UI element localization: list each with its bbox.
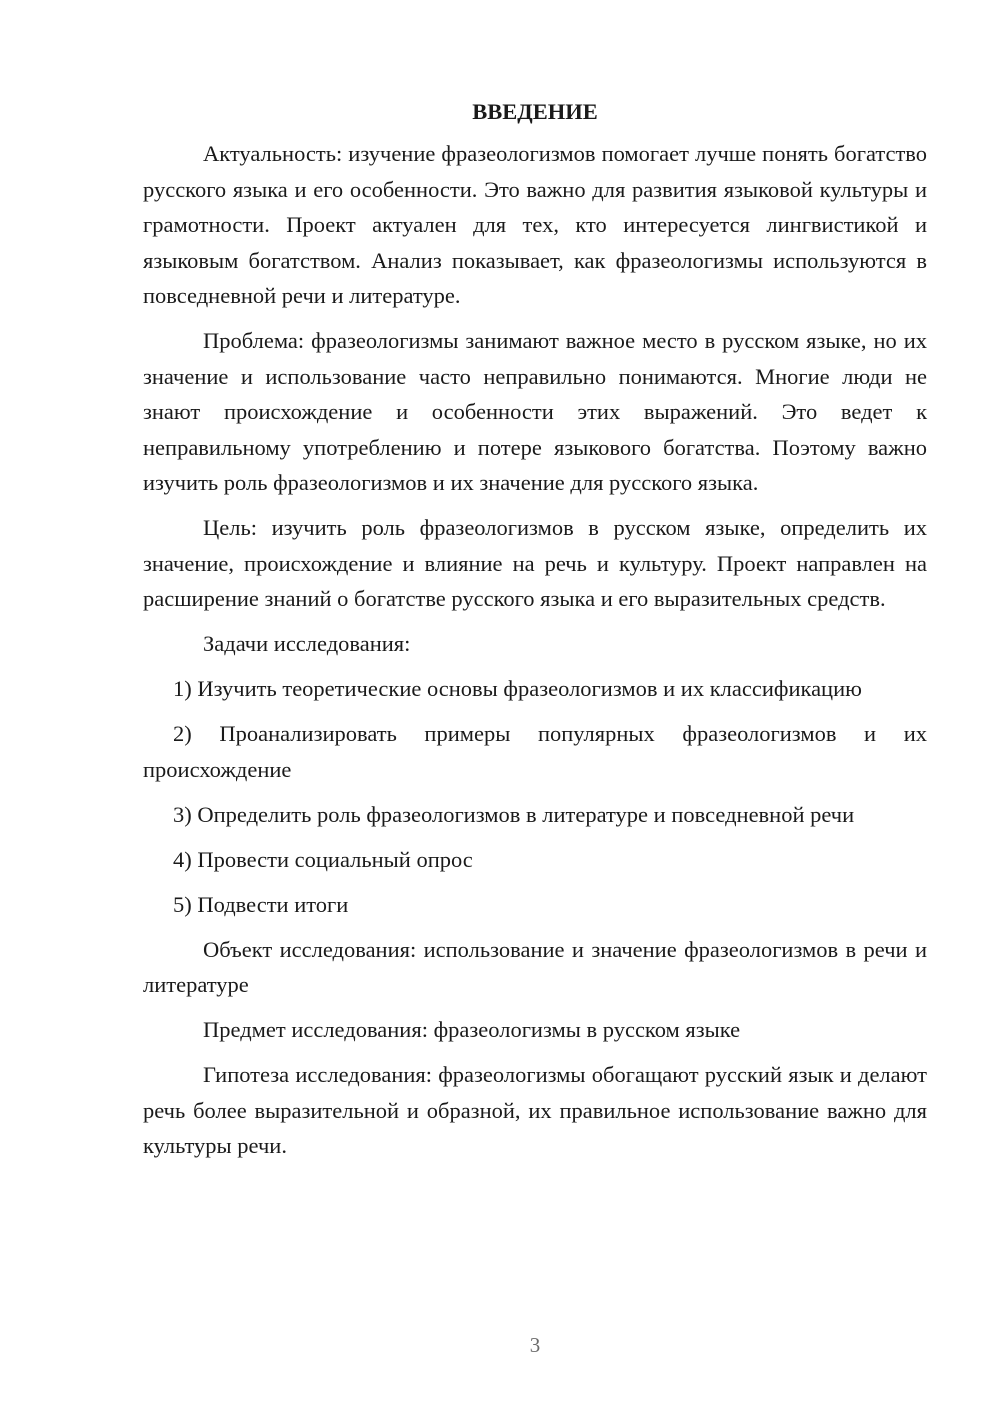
page-number: 3 (529, 1333, 541, 1357)
paragraph-relevance: Актуальность: изучение фразеологизмов помогает лучше понять богатство русского языка и его особенности. Это важно для развития языковой культуры и грамотности. Проект актуален для тех, кто интересуется лингвистикой и языковым богатством. Анализ показывает, как фразеологизмы используются в повседневной речи и литературе. (143, 141, 927, 308)
task-item-3: 3) Определить роль фразеологизмов в литературе и повседневной речи (173, 801, 855, 827)
paragraph-problem: Проблема: фразеологизмы занимают важное место в русском языке, но их значение и использование часто неправильно понимаются. Многие люди не знают происхождение и особенности этих выражений. Это ведет к неправильному употреблению и потере языкового богатства. Поэтому важно изучить роль фразеологизмов и их значение для русского языка. (143, 328, 927, 495)
page-title: ВВЕДЕНИЕ (472, 99, 598, 124)
document-body (143, 97, 927, 1173)
task-item-4: 4) Провести социальный опрос (173, 846, 473, 872)
paragraph-hypothesis: Гипотеза исследования: фразеологизмы обогащают русский язык и делают речь более выразительной и образной, их правильное использование важно для культуры речи. (143, 1062, 927, 1158)
task-item-1: 1) Изучить теоретические основы фразеологизмов и их классификацию (173, 676, 862, 701)
task-item-2: 2) Проанализировать примеры популярных фразеологизмов и их происхождение (143, 721, 927, 782)
paragraph-goal: Цель: изучить роль фразеологизмов в русском языке, определить их значение, происхождение и влияние на речь и культуру. Проект направлен на расширение знаний о богатстве русского языка и его выразительных средств. (143, 515, 927, 611)
tasks-heading: Задачи исследования: (203, 631, 411, 656)
task-item-5: 5) Подвести итоги (173, 891, 349, 917)
paragraph-object: Объект исследования: использование и значение фразеологизмов в речи и литературе (143, 936, 927, 997)
paragraph-subject: Предмет исследования: фразеологизмы в русском языке (203, 1017, 741, 1042)
